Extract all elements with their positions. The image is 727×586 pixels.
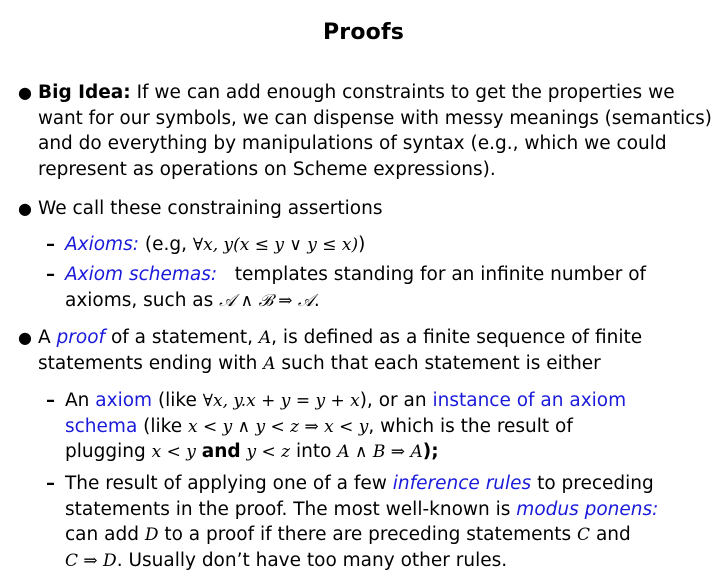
bullet-icon: ● [18, 83, 32, 102]
text: and [595, 524, 631, 545]
dash-icon: – [46, 234, 55, 255]
text: (like [157, 390, 197, 411]
text: ); [422, 441, 439, 462]
axiom-schemas-term: Axiom schemas: [65, 264, 218, 285]
text: such that each statement is either [281, 352, 601, 374]
proof-term: proof [56, 327, 106, 348]
axioms-term: Axioms: [65, 234, 139, 255]
modus-ponens-term: modus ponens: [516, 498, 659, 520]
text: y < z [246, 442, 291, 462]
proof-definition-line-2 [38, 351, 601, 378]
text: ) [358, 234, 366, 255]
axiom-schemas-line-2 [65, 288, 320, 315]
text: and [201, 441, 241, 462]
axiom-term: axiom [95, 390, 153, 411]
inference-case-line-3 [65, 522, 631, 549]
text: ∀x, y.x + y = y + x [202, 391, 360, 411]
text: axioms, such as [65, 289, 214, 311]
big-idea-line-4: represent as operations on Scheme expressions). [38, 158, 496, 180]
text: statements ending with [38, 352, 258, 374]
inference-rules-term: inference rules [392, 473, 532, 494]
axiom-case-line-3 [65, 439, 439, 466]
text: , which is the result of [368, 415, 573, 437]
text: schema [65, 415, 138, 437]
text: C ⇒ D [65, 550, 117, 571]
text: . [313, 289, 320, 311]
text: D [144, 525, 159, 545]
text: C [577, 525, 591, 545]
big-idea-line-1 [38, 80, 675, 106]
axioms-line [65, 232, 365, 259]
dash-icon: – [46, 390, 55, 411]
inference-case-line-4 [65, 548, 507, 575]
text: to a proof if there are preceding statements [164, 524, 572, 545]
text: ), or an [359, 390, 427, 411]
bullet-icon: ● [18, 199, 32, 218]
inference-case-line-2 [65, 497, 658, 523]
axiom-case-line-2 [65, 414, 573, 441]
axiom-schemas-line-1 [65, 262, 646, 288]
slide-title: Proofs [322, 20, 405, 45]
text: , is defined as a finite sequence of finite [271, 327, 643, 348]
axiom-case-line-1 [65, 388, 626, 415]
proof-definition-line-1 [38, 325, 642, 352]
big-idea-line-3: and do everything by manipulations of syntax (e.g., which we could [38, 133, 667, 154]
text: A [263, 353, 276, 374]
bullet-icon: ● [18, 328, 32, 347]
big-idea-line-2: want for our symbols, we can dispense with messy meanings (semantics) [38, 107, 712, 129]
schema-formula: 𝒜 ∧ ℬ ⇒ 𝒜 [219, 290, 314, 311]
text: A [38, 327, 51, 348]
text: x < y ∧ y < z ⇒ x < y [188, 416, 369, 437]
text: An [65, 390, 90, 411]
text: to preceding [537, 473, 654, 494]
text: into [296, 441, 332, 462]
text: The result of applying one of a few [65, 473, 387, 494]
instance-term: instance of an axiom [432, 390, 627, 411]
text: templates standing for an infinite number of [234, 264, 647, 285]
text: (like [143, 415, 183, 437]
text: A ∧ B ⇒ A [337, 442, 423, 462]
text: x < y [151, 442, 196, 462]
text: can add [65, 524, 139, 545]
text: If we can add enough constraints to get the properties we [136, 82, 675, 103]
text: (e.g, [144, 234, 187, 255]
big-idea-label: Big Idea: [38, 82, 131, 103]
constraining-assertions-line: We call these constraining assertions [38, 198, 383, 219]
axiom-formula: ∀x, y(x ≤ y ∨ y ≤ x) [192, 235, 359, 255]
text: statements in the proof. The most well-known is [65, 498, 511, 520]
dash-icon: – [46, 264, 55, 285]
text: A [258, 328, 272, 348]
dash-icon: – [46, 473, 55, 494]
text: plugging [65, 441, 146, 462]
text: . Usually don’t have too many other rules. [116, 549, 508, 571]
inference-case-line-1 [65, 471, 654, 497]
text: of a statement, [110, 327, 253, 348]
